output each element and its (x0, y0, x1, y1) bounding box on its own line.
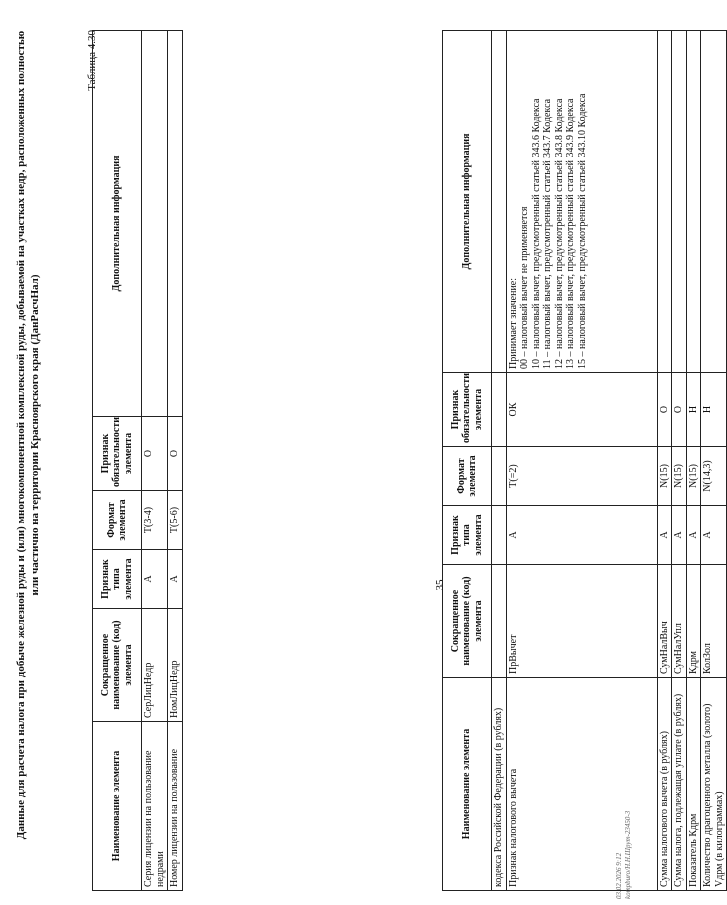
cell-info (168, 31, 183, 417)
table-row (657, 31, 672, 891)
cell-name: Сумма налогового вычета (в рублях) (657, 678, 672, 891)
cell-name: кодекса Российской Федерации (в рублях) (492, 678, 507, 891)
cell-code: Кдрм (686, 565, 701, 678)
cell-type: А (701, 506, 727, 565)
cell-required: ОК (506, 373, 657, 447)
page-number: 35 (434, 579, 446, 591)
cell-code: ПрВычет (506, 565, 657, 678)
cell-name: Признак налогового вычета (506, 678, 657, 891)
cell-info-deduction (506, 31, 657, 373)
cell-info (657, 31, 672, 373)
cell-info (142, 31, 168, 417)
col-header-info: Дополнительная информация (93, 31, 142, 417)
cell-type: А (672, 506, 687, 565)
cell-type (492, 506, 507, 565)
info-item: 00 – налоговый вычет не применяется (519, 206, 530, 369)
cell-type: А (168, 550, 183, 609)
cell-required: Н (701, 373, 727, 447)
cell-type: А (506, 506, 657, 565)
cell-format: N(15) (686, 447, 701, 506)
table-row (701, 31, 727, 891)
cell-type: А (142, 550, 168, 609)
col-header-name: Наименование элемента (443, 678, 492, 891)
col-header-name: Наименование элемента (93, 722, 142, 891)
cell-name: Показатель Кдрм (686, 678, 701, 891)
col-header-code: Сокращенное наименование (код) элемента (443, 565, 492, 678)
cell-name: Сумма налога, подлежащая уплате (в рублях) (672, 678, 687, 891)
cell-code: НомЛицНедр (168, 609, 183, 722)
table-row (686, 31, 701, 891)
col-header-format: Формат элемента (93, 491, 142, 550)
col-header-required: Признак обязательности элемента (443, 373, 492, 447)
cell-info (701, 31, 727, 373)
cell-format (492, 447, 507, 506)
cell-code: СумНалВыч (657, 565, 672, 678)
table-label: Таблица 4.30 (86, 30, 98, 91)
col-header-info: Дополнительная информация (443, 31, 492, 373)
info-item: 13 – налоговый вычет, предусмотренный статьей 343.9 Кодекса (565, 98, 576, 369)
col-header-type: Признак типа элемента (443, 506, 492, 565)
elements-table (92, 30, 183, 891)
table-row (492, 31, 507, 891)
cell-format: T(=2) (506, 447, 657, 506)
col-header-format: Формат элемента (443, 447, 492, 506)
table-row (142, 31, 168, 891)
cell-code (492, 565, 507, 678)
footer-line: 03.02.2026 9:12 (615, 852, 624, 899)
table-row (168, 31, 183, 891)
footer-line: kompburo/Н.Н.Шрут-23450-3 (623, 810, 632, 899)
cell-type: А (686, 506, 701, 565)
table-title: Данные для расчета налога при добыче железной руды и (или) многокомпонентной комплексной руды, добываемой на участках недр, расположенных полностью или частично на территории Красноярского края (ДанРасчНал) (15, 30, 42, 840)
info-item: 12 – налоговый вычет, предусмотренный статьей 343.8 Кодекса (553, 98, 565, 369)
cell-info (492, 31, 507, 373)
table-row (672, 31, 687, 891)
cell-required: О (142, 417, 168, 491)
cell-info (672, 31, 687, 373)
print-footer (615, 811, 632, 899)
cell-required: О (672, 373, 687, 447)
cell-info (686, 31, 701, 373)
table-header-row (93, 31, 142, 891)
cell-name: Номер лицензии на пользование (168, 722, 183, 891)
cell-format: N(14,3) (701, 447, 727, 506)
cell-required: О (168, 417, 183, 491)
cell-code: КолЗол (701, 565, 727, 678)
cell-type: А (657, 506, 672, 565)
cell-required (492, 373, 507, 447)
col-header-code: Сокращенное наименование (код) элемента (93, 609, 142, 722)
col-header-type: Признак типа элемента (93, 550, 142, 609)
cell-code: СумНалУпл (672, 565, 687, 678)
elements-table-continued (442, 30, 727, 891)
table-row (506, 31, 657, 891)
table-header-row (443, 31, 492, 891)
cell-format: N(15) (657, 447, 672, 506)
cell-name: Количество драгоценного металла (золото) Vдрм (в килограммах) (701, 678, 727, 891)
cell-name: Серия лицензии на пользование недрами (142, 722, 168, 891)
cell-format: T(5-6) (168, 491, 183, 550)
cell-code: СерЛицНедр (142, 609, 168, 722)
cell-required: О (657, 373, 672, 447)
cell-format: N(15) (672, 447, 687, 506)
cell-format: T(3-4) (142, 491, 168, 550)
cell-required: Н (686, 373, 701, 447)
info-item: 10 – налоговый вычет, предусмотренный статьей 343.6 Кодекса (530, 98, 542, 369)
info-item: 15 – налоговый вычет, предусмотренный статьей 343.10 Кодекса (576, 93, 588, 369)
info-item: 11 – налоговый вычет, предусмотренный статьей 343.7 Кодекса (542, 98, 553, 369)
info-intro: Принимает значение: (507, 277, 519, 369)
col-header-required: Признак обязательности элемента (93, 417, 142, 491)
